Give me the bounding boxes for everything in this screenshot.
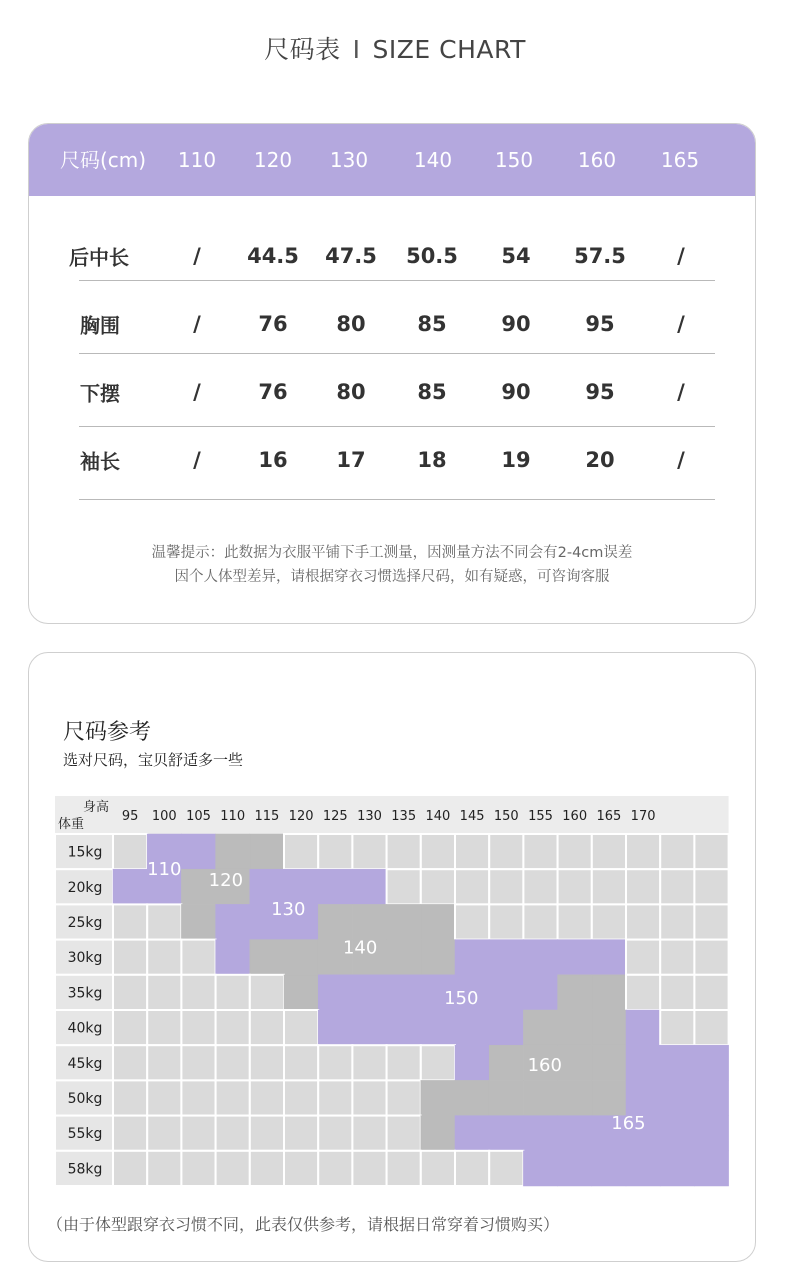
height-header: 150: [493, 809, 519, 824]
grid-cell: [284, 834, 318, 869]
table-cell: /: [677, 448, 685, 472]
grid-cell: [387, 834, 421, 869]
size-region-label: 130: [271, 898, 306, 920]
grid-cell: [181, 1045, 215, 1080]
grid-cell: [216, 904, 250, 939]
table-cell: 90: [501, 380, 531, 404]
grid-cell: [455, 1045, 489, 1080]
row-divider: [79, 353, 715, 354]
grid-cell: [421, 904, 455, 939]
grid-cell: [694, 1151, 728, 1186]
grid-cell: [694, 1045, 728, 1080]
height-header: 165: [596, 809, 622, 824]
table-cell: 20: [585, 448, 615, 472]
grid-cell: [694, 834, 728, 869]
table-cell: 47.5: [325, 244, 377, 268]
size-reference-card: [28, 652, 756, 1262]
grid-cell: [558, 1151, 592, 1186]
grid-cell: [181, 1116, 215, 1151]
grid-cell: [284, 1116, 318, 1151]
grid-cell: [216, 1045, 250, 1080]
grid-cell: [147, 1080, 181, 1115]
grid-cell: [113, 1151, 147, 1186]
grid-cell: [489, 1116, 523, 1151]
height-header: 160: [562, 809, 588, 824]
grid-cell: [250, 834, 284, 869]
measurement-note-line-2: 因个人体型差异，请根据穿衣习惯选择尺码，如有疑惑，可咨询客服: [174, 569, 610, 585]
grid-cell: [455, 1010, 489, 1045]
grid-cell: [523, 1080, 557, 1115]
grid-cell: [113, 1080, 147, 1115]
size-chart-header: [29, 124, 755, 196]
page-title-en: SIZE CHART: [372, 35, 526, 64]
height-header: 140: [425, 809, 451, 824]
corner-height-label: 身高: [82, 800, 109, 815]
grid-cell: [626, 904, 660, 939]
table-cell: /: [193, 244, 201, 268]
weight-label: 45kg: [67, 1055, 103, 1072]
row-divider: [79, 499, 715, 500]
title-separator: I: [352, 35, 361, 64]
grid-cell: [147, 1045, 181, 1080]
page-title: [0, 30, 790, 66]
grid-cell: [523, 1116, 557, 1151]
grid-cell: [558, 904, 592, 939]
weight-label: 30kg: [67, 950, 103, 967]
grid-cell: [558, 975, 592, 1010]
grid-cell: [113, 904, 147, 939]
header-size-label: 尺码(cm): [59, 148, 147, 172]
grid-cell: [626, 1010, 660, 1045]
grid-cell: [523, 1151, 557, 1186]
grid-cell: [387, 869, 421, 904]
grid-cell: [181, 975, 215, 1010]
height-header: 110: [220, 809, 246, 824]
weight-label: 25kg: [67, 915, 103, 931]
table-cell: 57.5: [574, 244, 626, 268]
table-cell: 50.5: [406, 244, 458, 268]
table-cell: 18: [417, 448, 447, 472]
grid-cell: [455, 940, 489, 975]
grid-cell: [113, 1116, 147, 1151]
grid-cell: [284, 940, 318, 975]
grid-cell: [250, 1151, 284, 1186]
grid-cell: [216, 834, 250, 869]
table-cell: /: [677, 244, 685, 268]
grid-cell: [250, 1116, 284, 1151]
height-header: 125: [322, 809, 348, 824]
table-cell: /: [677, 312, 685, 336]
grid-cell: [352, 1116, 386, 1151]
grid-cell: [387, 1010, 421, 1045]
grid-cell: [318, 975, 352, 1010]
grid-cell: [216, 1010, 250, 1045]
header-size-160: 160: [577, 148, 617, 172]
grid-cell: [626, 1080, 660, 1115]
grid-cell: [455, 869, 489, 904]
weight-label: 58kg: [67, 1161, 103, 1178]
table-cell: 80: [336, 380, 366, 404]
grid-cell: [626, 869, 660, 904]
grid-cell: [318, 904, 352, 939]
grid-cell: [250, 1010, 284, 1045]
grid-cell: [694, 1116, 728, 1151]
height-header: 145: [459, 809, 485, 824]
grid-cell: [592, 1045, 626, 1080]
grid-cell: [113, 975, 147, 1010]
grid-cell: [455, 1080, 489, 1115]
grid-cell: [694, 940, 728, 975]
grid-cell: [113, 1010, 147, 1045]
grid-cell: [147, 1010, 181, 1045]
table-cell: 76: [258, 380, 288, 404]
header-size-150: 150: [494, 148, 534, 172]
size-region-label: 165: [611, 1113, 646, 1135]
grid-cell: [250, 1080, 284, 1115]
grid-cell: [660, 1116, 694, 1151]
grid-cell: [455, 904, 489, 939]
grid-cell: [660, 1045, 694, 1080]
table-cell: 19: [501, 448, 531, 472]
row-label-hem: 下摆: [80, 381, 120, 406]
grid-cell: [660, 1080, 694, 1115]
grid-cell: [455, 1116, 489, 1151]
grid-cell: [352, 1151, 386, 1186]
grid-cell: [558, 834, 592, 869]
page-title-cn: 尺码表: [264, 35, 341, 64]
grid-cell: [694, 869, 728, 904]
grid-cell: [352, 1045, 386, 1080]
header-size-140: 140: [413, 148, 453, 172]
grid-cell: [558, 1045, 592, 1080]
reference-footnote: （由于体型跟穿衣习惯不同，此表仅供参考，请根据日常穿着习惯购买）: [47, 1215, 560, 1234]
grid-cell: [660, 1010, 694, 1045]
size-region-label: 110: [147, 859, 182, 881]
grid-cell: [318, 1151, 352, 1186]
grid-cell: [558, 940, 592, 975]
grid-cell: [694, 975, 728, 1010]
weight-label: 15kg: [67, 844, 103, 861]
grid-cell: [318, 1080, 352, 1115]
grid-cell: [352, 869, 386, 904]
grid-cell: [421, 834, 455, 869]
grid-cell: [387, 1080, 421, 1115]
weight-label: 55kg: [67, 1126, 103, 1143]
grid-cell: [250, 975, 284, 1010]
height-header: 130: [357, 809, 382, 824]
measurement-note-line-1: 温馨提示：此数据为衣服平铺下手工测量，因测量方法不同会有2-4cm误差: [151, 545, 633, 561]
grid-cell: [284, 1045, 318, 1080]
grid-cell: [626, 834, 660, 869]
grid-cell: [352, 834, 386, 869]
table-cell: 90: [501, 312, 531, 336]
grid-cell: [387, 975, 421, 1010]
grid-cell: [455, 834, 489, 869]
grid-cell: [318, 1045, 352, 1080]
grid-cell: [147, 940, 181, 975]
grid-cell: [489, 1045, 523, 1080]
grid-cell: [387, 1045, 421, 1080]
grid-cell: [181, 1080, 215, 1115]
grid-cell: [626, 940, 660, 975]
grid-cell: [352, 1080, 386, 1115]
grid-cell: [592, 834, 626, 869]
grid-cell: [113, 869, 147, 904]
grid-cell: [660, 975, 694, 1010]
table-cell: 95: [585, 380, 615, 404]
height-header: 120: [288, 809, 314, 824]
header-size-130: 130: [329, 148, 369, 172]
grid-cell: [455, 1151, 489, 1186]
grid-cell: [421, 1151, 455, 1186]
grid-cell: [523, 904, 557, 939]
grid-cell: [318, 1010, 352, 1045]
grid-cell: [387, 940, 421, 975]
table-cell: 44.5: [247, 244, 299, 268]
grid-cell: [489, 975, 523, 1010]
grid-cell: [523, 869, 557, 904]
table-cell: /: [193, 380, 201, 404]
grid-cell: [626, 1045, 660, 1080]
grid-cell: [558, 1010, 592, 1045]
grid-cell: [250, 1045, 284, 1080]
grid-cell: [284, 975, 318, 1010]
grid-cell: [284, 1010, 318, 1045]
table-cell: 85: [417, 380, 447, 404]
grid-cell: [421, 1080, 455, 1115]
grid-cell: [421, 1116, 455, 1151]
grid-cell: [387, 1151, 421, 1186]
size-chart-card: [28, 123, 756, 624]
grid-cell: [284, 1080, 318, 1115]
size-reference-grid: [55, 796, 729, 1187]
grid-cell: [592, 1010, 626, 1045]
grid-cell: [489, 1080, 523, 1115]
size-region-label: 140: [342, 937, 378, 959]
grid-cell: [523, 834, 557, 869]
grid-cell: [592, 869, 626, 904]
grid-cell: [113, 1045, 147, 1080]
table-cell: 54: [501, 244, 531, 268]
height-header: 105: [186, 809, 211, 824]
grid-cell: [592, 1080, 626, 1115]
grid-cell: [318, 1116, 352, 1151]
height-header: 100: [151, 809, 177, 824]
grid-cell: [489, 940, 523, 975]
grid-cell: [592, 904, 626, 939]
grid-cell: [489, 1151, 523, 1186]
row-label-back-length: 后中长: [69, 245, 129, 270]
grid-cell: [147, 1151, 181, 1186]
grid-cell: [250, 940, 284, 975]
grid-cell: [558, 869, 592, 904]
table-cell: 80: [336, 312, 366, 336]
height-header: 170: [630, 809, 656, 824]
grid-cell: [592, 1151, 626, 1186]
grid-cell: [216, 940, 250, 975]
grid-cell: [694, 904, 728, 939]
grid-cell: [660, 1151, 694, 1186]
grid-cell: [387, 904, 421, 939]
grid-cell: [489, 869, 523, 904]
grid-cell: [113, 834, 147, 869]
grid-cell: [660, 904, 694, 939]
grid-cell: [284, 1151, 318, 1186]
height-header: 115: [254, 809, 280, 824]
grid-cell: [318, 834, 352, 869]
grid-cell: [181, 1010, 215, 1045]
grid-cell: [523, 1010, 557, 1045]
grid-cell: [592, 975, 626, 1010]
grid-cell: [660, 834, 694, 869]
reference-title: 尺码参考: [63, 720, 152, 745]
grid-cell: [181, 834, 215, 869]
grid-cell: [181, 940, 215, 975]
grid-cell: [216, 1151, 250, 1186]
header-size-165: 165: [660, 148, 700, 172]
row-label-sleeve: 袖长: [80, 449, 120, 474]
grid-cell: [421, 1010, 455, 1045]
row-label-chest: 胸围: [80, 313, 120, 338]
grid-cell: [147, 975, 181, 1010]
grid-cell: [523, 975, 557, 1010]
height-header: 95: [121, 809, 139, 824]
weight-label: 35kg: [67, 985, 103, 1002]
weight-label: 40kg: [67, 1020, 103, 1037]
grid-cell: [694, 1010, 728, 1045]
grid-cell: [558, 1116, 592, 1151]
grid-cell: [626, 1151, 660, 1186]
grid-cell: [592, 940, 626, 975]
grid-cell: [489, 1010, 523, 1045]
grid-cell: [387, 1116, 421, 1151]
grid-cell: [489, 834, 523, 869]
table-cell: /: [193, 312, 201, 336]
grid-cell: [421, 1045, 455, 1080]
weight-label: 50kg: [67, 1091, 103, 1107]
grid-cell: [626, 975, 660, 1010]
reference-subtitle: 选对尺码，宝贝舒适多一些: [63, 751, 244, 769]
grid-cell: [421, 869, 455, 904]
weight-label: 20kg: [67, 879, 103, 896]
table-cell: /: [193, 448, 201, 472]
grid-cell: [558, 1080, 592, 1115]
grid-cell: [421, 940, 455, 975]
header-size-110: 110: [177, 148, 217, 172]
grid-cell: [216, 1116, 250, 1151]
header-size-120: 120: [253, 148, 293, 172]
table-cell: 95: [585, 312, 615, 336]
grid-cell: [181, 904, 215, 939]
grid-cell: [352, 904, 386, 939]
table-cell: /: [677, 380, 685, 404]
grid-cell: [147, 904, 181, 939]
grid-cell: [113, 940, 147, 975]
height-header: 135: [391, 809, 417, 824]
height-header: 155: [528, 809, 553, 824]
size-region-label: 160: [527, 1055, 562, 1076]
grid-cell: [523, 940, 557, 975]
grid-cell: [318, 869, 352, 904]
grid-cell: [352, 975, 386, 1010]
row-divider: [79, 280, 715, 281]
grid-cell: [660, 869, 694, 904]
grid-cell: [489, 904, 523, 939]
row-divider: [79, 426, 715, 427]
table-cell: 16: [258, 448, 288, 472]
grid-cell: [660, 940, 694, 975]
grid-cell: [352, 1010, 386, 1045]
table-cell: 85: [417, 312, 447, 336]
grid-cell: [694, 1080, 728, 1115]
size-region-label: 150: [444, 987, 479, 1009]
corner-weight-label: 体重: [58, 817, 85, 832]
grid-cell: [181, 1151, 215, 1186]
table-cell: 17: [336, 448, 366, 472]
grid-cell: [216, 975, 250, 1010]
grid-cell: [147, 1116, 181, 1151]
grid-cell: [216, 1080, 250, 1115]
table-cell: 76: [258, 312, 288, 336]
size-region-label: 120: [208, 869, 244, 891]
